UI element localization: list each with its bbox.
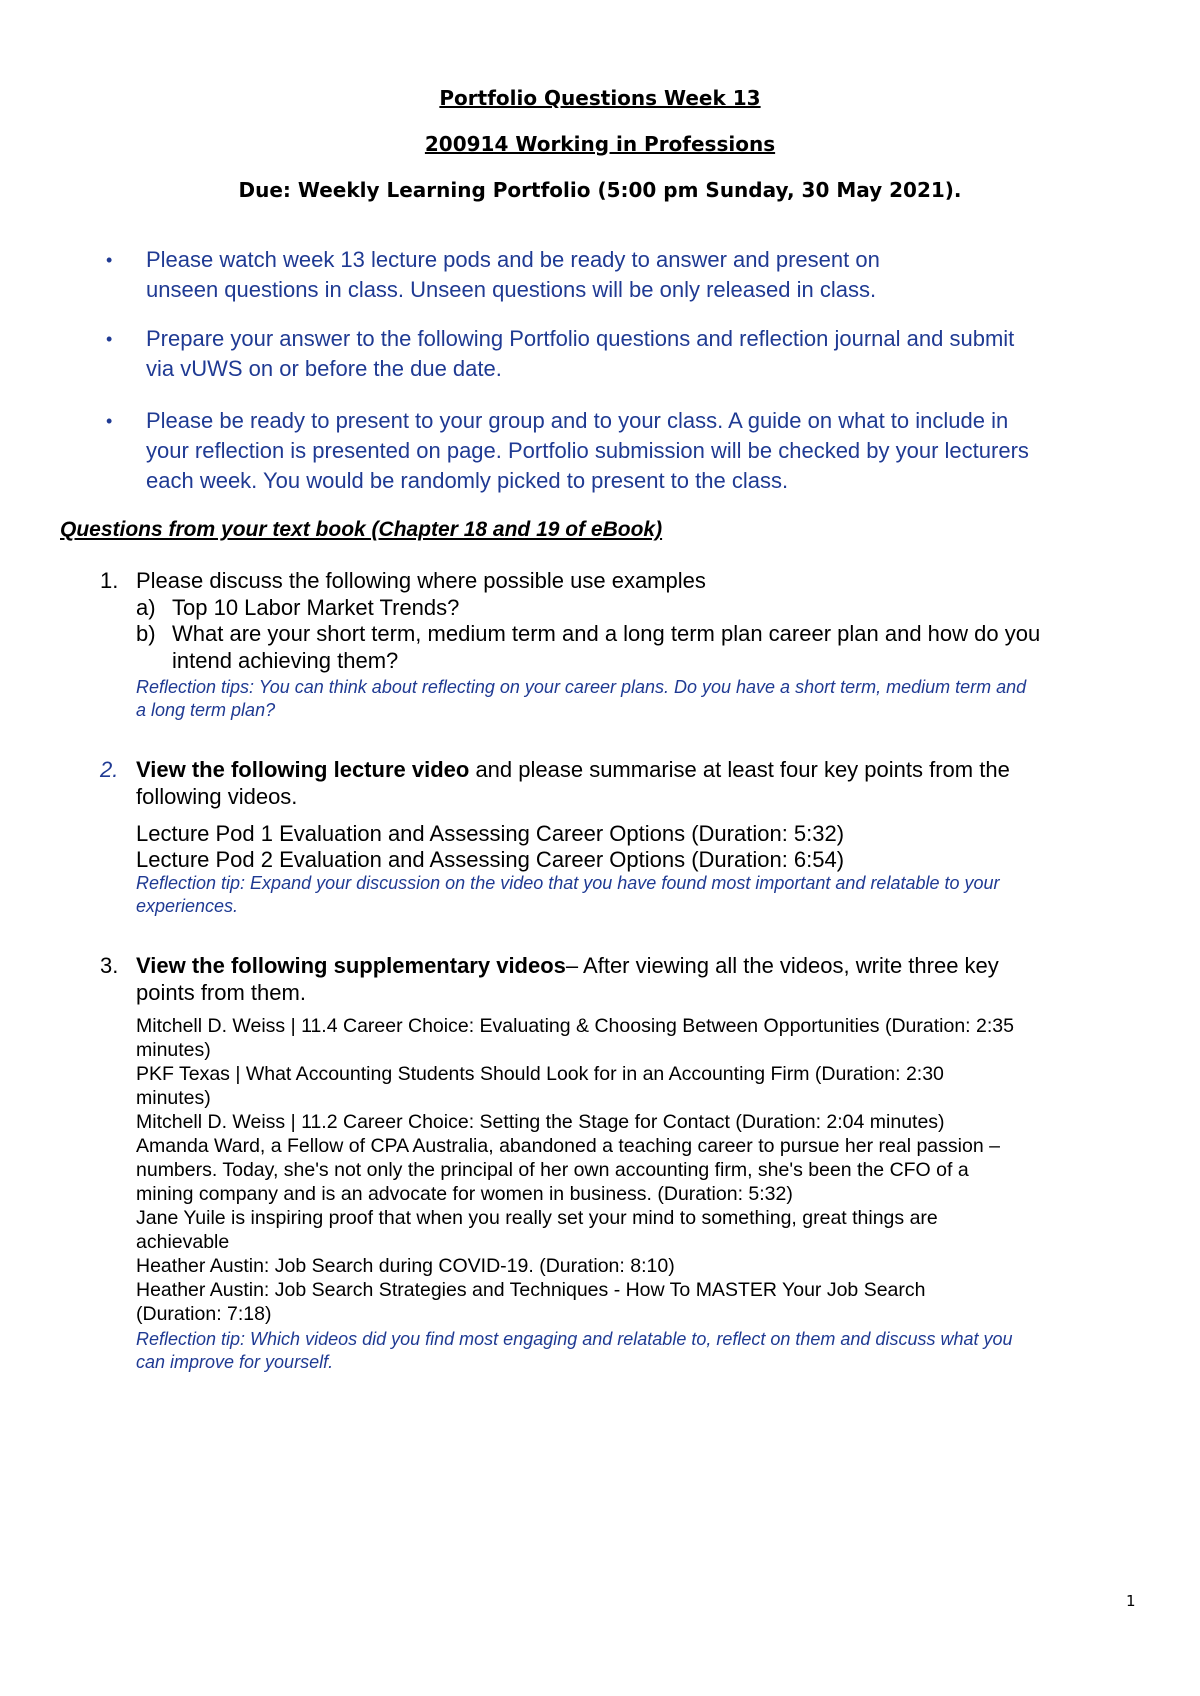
- video-line: achievable: [136, 1231, 230, 1253]
- question-number: 1.: [100, 568, 119, 593]
- video-line: minutes): [136, 1087, 211, 1109]
- bullet-line: unseen questions in class. Unseen questions will be only released in class.: [146, 277, 877, 302]
- bullet-line: Prepare your answer to the following Portfolio questions and reflection journal and submit: [146, 326, 1015, 351]
- lecture-pod-1: Lecture Pod 1 Evaluation and Assessing Career Options (Duration: 5:32): [136, 821, 845, 846]
- tip-line: can improve for yourself.: [136, 1352, 334, 1372]
- question-bold-text: View the following supplementary videos: [136, 953, 566, 978]
- due-date: Due: Weekly Learning Portfolio (5:00 pm Sunday, 30 May 2021).: [238, 178, 962, 202]
- video-line: (Duration: 7:18): [136, 1303, 272, 1325]
- reflection-tip-3: [136, 1328, 1146, 1374]
- video-line: Mitchell D. Weiss | 11.4 Career Choice: Evaluating & Choosing Between Opportunities (Duration: 2:35: [136, 1015, 1014, 1037]
- video-line: numbers. Today, she's not only the principal of her own accounting firm, she's been the CFO of a: [136, 1159, 969, 1181]
- video-line: Heather Austin: Job Search Strategies and Techniques - How To MASTER Your Job Search: [136, 1279, 926, 1301]
- sub-text: Top 10 Labor Market Trends?: [172, 595, 460, 620]
- sub-label: b): [136, 621, 156, 646]
- tip-line: Reflection tip: Which videos did you find most engaging and relatable to, reflect on them and discuss what you: [136, 1329, 1013, 1349]
- question-text: Please discuss the following where possible use examples: [136, 568, 706, 593]
- bullet-dot: •: [106, 411, 113, 431]
- video-line: Heather Austin: Job Search during COVID-19. (Duration: 8:10): [136, 1255, 675, 1277]
- question-text: following videos.: [136, 784, 298, 809]
- bullet-line: Please be ready to present to your group and to your class. A guide on what to include in: [146, 408, 1009, 433]
- bullet-line: your reflection is presented on page. Portfolio submission will be checked by your lecturers: [146, 438, 1029, 463]
- video-line: Mitchell D. Weiss | 11.2 Career Choice: Setting the Stage for Contact (Duration: 2:04 minutes): [136, 1111, 945, 1133]
- question-text: points from them.: [136, 980, 306, 1005]
- bullet-line: via vUWS on or before the due date.: [146, 356, 502, 381]
- video-line: minutes): [136, 1039, 211, 1061]
- tip-line: experiences.: [136, 896, 239, 916]
- question-number: 3.: [100, 953, 119, 978]
- video-line: Jane Yuile is inspiring proof that when you really set your mind to something, great things are: [136, 1207, 938, 1229]
- question-bold-text: View the following lecture video: [136, 757, 470, 782]
- tip-line: a long term plan?: [136, 700, 276, 720]
- question-text: and please summarise at least four key points from the: [469, 757, 1010, 782]
- sub-text: intend achieving them?: [172, 648, 399, 673]
- bullet-dot: •: [106, 329, 113, 349]
- video-list: [136, 1014, 1146, 1326]
- tip-line: Reflection tip: Expand your discussion on the video that you have found most important and relatable to your: [136, 873, 1000, 893]
- bullet-line: Please watch week 13 lecture pods and be ready to answer and present on: [146, 247, 880, 272]
- reflection-tip-2: [136, 872, 1146, 918]
- sub-text: What are your short term, medium term and a long term plan career plan and how do you: [172, 621, 1041, 646]
- video-line: PKF Texas | What Accounting Students Should Look for in an Accounting Firm (Duration: 2:30: [136, 1063, 944, 1085]
- reflection-tip-1: [136, 676, 1146, 722]
- video-line: Amanda Ward, a Fellow of CPA Australia, abandoned a teaching career to pursue her real passion –: [136, 1135, 1000, 1157]
- lecture-pod-2: Lecture Pod 2 Evaluation and Assessing Career Options (Duration: 6:54): [136, 847, 845, 872]
- sub-label: a): [136, 595, 156, 620]
- question-text: – After viewing all the videos, write three key: [565, 953, 999, 978]
- course-title: 200914 Working in Professions: [424, 132, 776, 156]
- bullet-dot: •: [106, 250, 113, 270]
- question-number: 2.: [100, 757, 119, 782]
- document-title: Portfolio Questions Week 13: [439, 86, 761, 110]
- tip-line: Reflection tips: You can think about reflecting on your career plans. Do you have a short term, medium term and: [136, 677, 1027, 697]
- page-number: 1: [1126, 1592, 1136, 1610]
- video-line: mining company and is an advocate for women in business. (Duration: 5:32): [136, 1183, 793, 1205]
- section-title: Questions from your text book (Chapter 18 and 19 of eBook): [60, 518, 663, 541]
- bullet-line: each week. You would be randomly picked to present to the class.: [146, 468, 789, 493]
